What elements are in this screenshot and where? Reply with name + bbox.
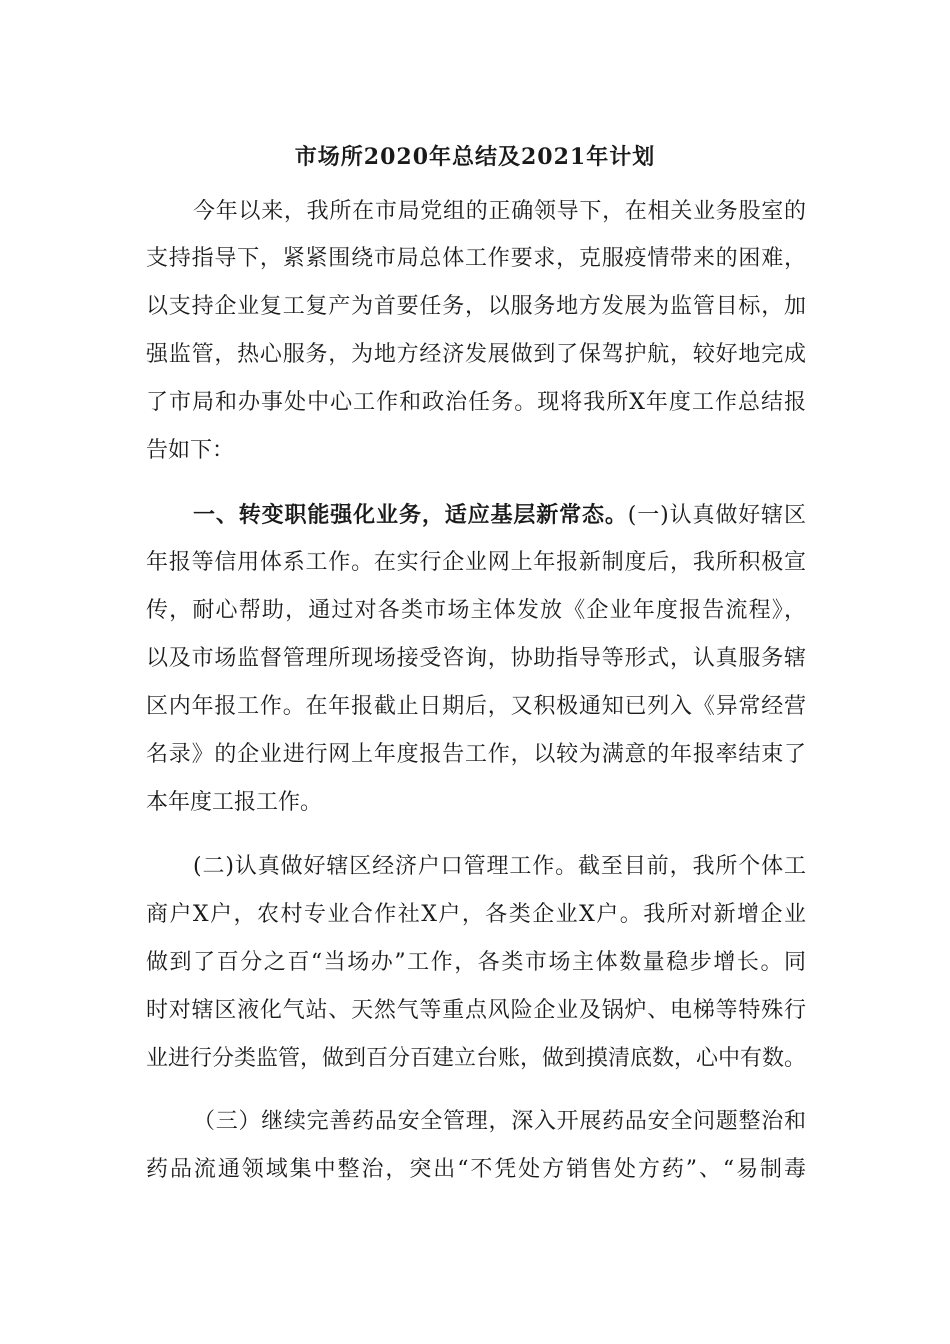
paragraph-3-line-2: 商户X户，农村专业合作社X户，各类企业X户。我所对新增企业 (146, 902, 806, 927)
paragraph-1-line-4: 强监管，热心服务，为地方经济发展做到了保驾护航，较好地完成 (146, 342, 806, 367)
paragraph-3-line-3: 做到了百分之百“当场办”工作，各类市场主体数量稳步增长。同 (146, 950, 806, 975)
paragraph-2-line-4: 以及市场监督管理所现场接受咨询，协助指导等形式，认真服务辖 (146, 646, 806, 671)
paragraph-2-line-6: 名录》的企业进行网上年度报告工作，以较为满意的年报率结束了 (146, 742, 806, 767)
paragraph-3-line-1: (二)认真做好辖区经济户口管理工作。截至目前，我所个体工 (193, 854, 806, 879)
paragraph-2-line-1 (193, 500, 806, 531)
document-title: 市场所2020年总结及2021年计划 (294, 144, 656, 170)
paragraph-4-line-1: （三）继续完善药品安全管理，深入开展药品安全问题整治和 (193, 1109, 806, 1134)
paragraph-3-line-4: 时对辖区液化气站、天然气等重点风险企业及锅炉、电梯等特殊行 (146, 998, 806, 1023)
section-heading: 一、转变职能强化业务，适应基层新常态。 (193, 502, 628, 528)
subsection-one-start: (一)认真做好辖区 (627, 503, 806, 528)
paragraph-2-line-3: 传，耐心帮助，通过对各类市场主体发放《企业年度报告流程》， (146, 598, 806, 623)
paragraph-1-line-5: 了市局和办事处中心工作和政治任务。现将我所X年度工作总结报 (146, 390, 806, 415)
paragraph-1-line-3: 以支持企业复工复产为首要任务，以服务地方发展为监管目标，加 (146, 294, 806, 319)
paragraph-1-line-2: 支持指导下，紧紧围绕市局总体工作要求，克服疫情带来的困难， (146, 246, 806, 271)
paragraph-4-line-2: 药品流通领域集中整治，突出“不凭处方销售处方药”、“易制毒 (146, 1157, 806, 1182)
paragraph-1-line-1: 今年以来，我所在市局党组的正确领导下，在相关业务股室的 (193, 199, 806, 224)
paragraph-3-line-5: 业进行分类监管，做到百分百建立台账，做到摸清底数，心中有数。 (146, 1046, 807, 1071)
paragraph-2-line-5: 区内年报工作。在年报截止日期后，又积极通知已列入《异常经营 (146, 694, 806, 719)
paragraph-2-line-7: 本年度工报工作。 (146, 790, 323, 815)
paragraph-2-line-2: 年报等信用体系工作。在实行企业网上年报新制度后，我所积极宣 (146, 550, 806, 575)
paragraph-1-line-6: 告如下： (146, 438, 235, 463)
